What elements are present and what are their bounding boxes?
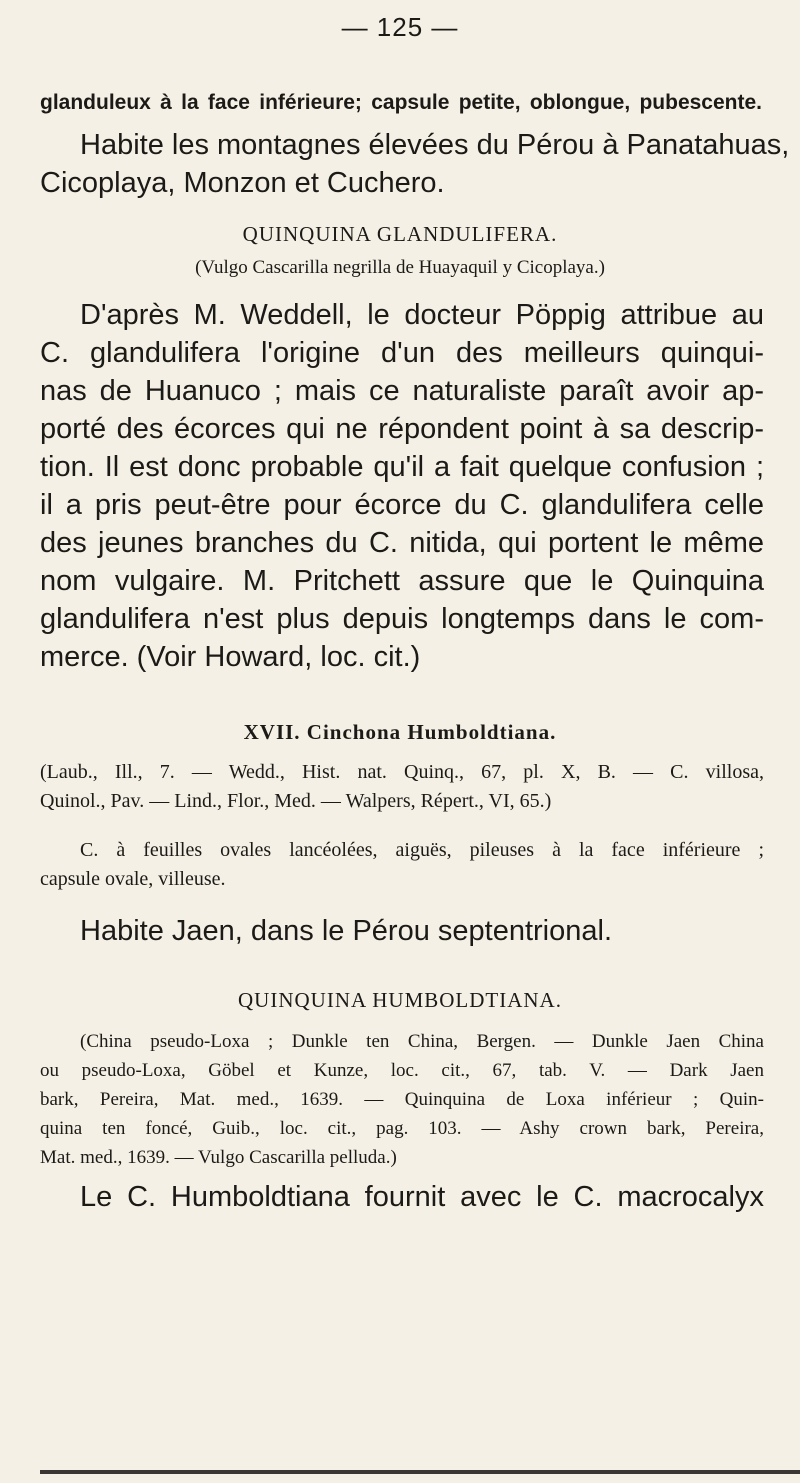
vulgo-glandulifera: (Vulgo Cascarilla negrilla de Huayaquil y Cicoplaya.) <box>195 257 605 278</box>
heading-glandulifera: QUINQUINA GLANDULIFERA. <box>242 222 558 246</box>
para-line: merce. (Voir Howard, loc. cit.) <box>40 641 421 673</box>
intro-line-3: Cicoplaya, Monzon et Cuchero. <box>40 167 445 199</box>
ref-line: Quinol., Pav. — Lind., Flor., Med. — Walpers, Répert., VI, 65.) <box>40 790 552 812</box>
synonyms-humboldtiana <box>0 1027 800 1172</box>
intro-line-1: glanduleux à la face inférieure; capsule petite, oblongue, pubescente. <box>40 91 762 114</box>
intro-block <box>0 88 800 118</box>
para-line: il a pris peut-être pour écorce du C. glandulifera celle <box>40 489 764 521</box>
desc-line: C. à feuilles ovales lancéolées, aiguës, pileuses à la face inférieure ; <box>80 839 764 861</box>
desc-line: capsule ovale, villeuse. <box>40 868 226 890</box>
para-line: nas de Huanuco ; mais ce naturaliste paraît avoir ap- <box>40 375 764 407</box>
paragraph-glandulifera <box>0 296 800 676</box>
syn-line: Mat. med., 1639. — Vulgo Cascarilla pelluda.) <box>40 1147 397 1168</box>
syn-line: ou pseudo-Loxa, Göbel et Kunze, loc. cit., 67, tab. V. — Dark Jaen <box>40 1060 764 1081</box>
habitat-humboldtiana <box>0 912 800 950</box>
para-line: C. glandulifera l'origine d'un des meilleurs quinqui- <box>40 337 764 369</box>
ref-line: (Laub., Ill., 7. — Wedd., Hist. nat. Quinq., 67, pl. X, B. — C. villosa, <box>40 761 764 783</box>
syn-line: quina ten foncé, Guib., loc. cit., pag. 103. — Ashy crown bark, Pereira, <box>40 1118 764 1139</box>
section-title-humboldtiana: XVII. Cinchona Humboldtiana. <box>243 720 557 744</box>
description-humboldtiana <box>0 836 800 894</box>
habitat-line: Habite Jaen, dans le Pérou septentrional. <box>80 915 613 947</box>
para-line: D'après M. Weddell, le docteur Pöppig attribue au <box>80 299 764 331</box>
last-line-block <box>0 1178 800 1216</box>
page-bottom-edge <box>40 1470 800 1474</box>
refs-humboldtiana <box>0 758 800 816</box>
last-line: Le C. Humboldtiana fournit avec le C. macrocalyx <box>80 1181 764 1213</box>
para-line: porté des écorces qui ne répondent point à sa descrip- <box>40 413 764 445</box>
syn-line: bark, Pereira, Mat. med., 1639. — Quinquina de Loxa inférieur ; Quin- <box>40 1089 764 1110</box>
page-number: — 125 — <box>341 12 459 42</box>
syn-line: (China pseudo-Loxa ; Dunkle ten China, Bergen. — Dunkle Jaen China <box>80 1031 764 1052</box>
intro-habitat <box>0 126 800 202</box>
para-line: nom vulgaire. M. Pritchett assure que le Quinquina <box>40 565 764 597</box>
para-line: des jeunes branches du C. nitida, qui portent le même <box>40 527 764 559</box>
para-line: tion. Il est donc probable qu'il a fait quelque confusion ; <box>40 451 764 483</box>
intro-line-2: Habite les montagnes élevées du Pérou à Panatahuas, <box>80 129 790 161</box>
heading-humboldtiana: QUINQUINA HUMBOLDTIANA. <box>238 988 562 1012</box>
para-line: glandulifera n'est plus depuis longtemps dans le com- <box>40 603 764 635</box>
